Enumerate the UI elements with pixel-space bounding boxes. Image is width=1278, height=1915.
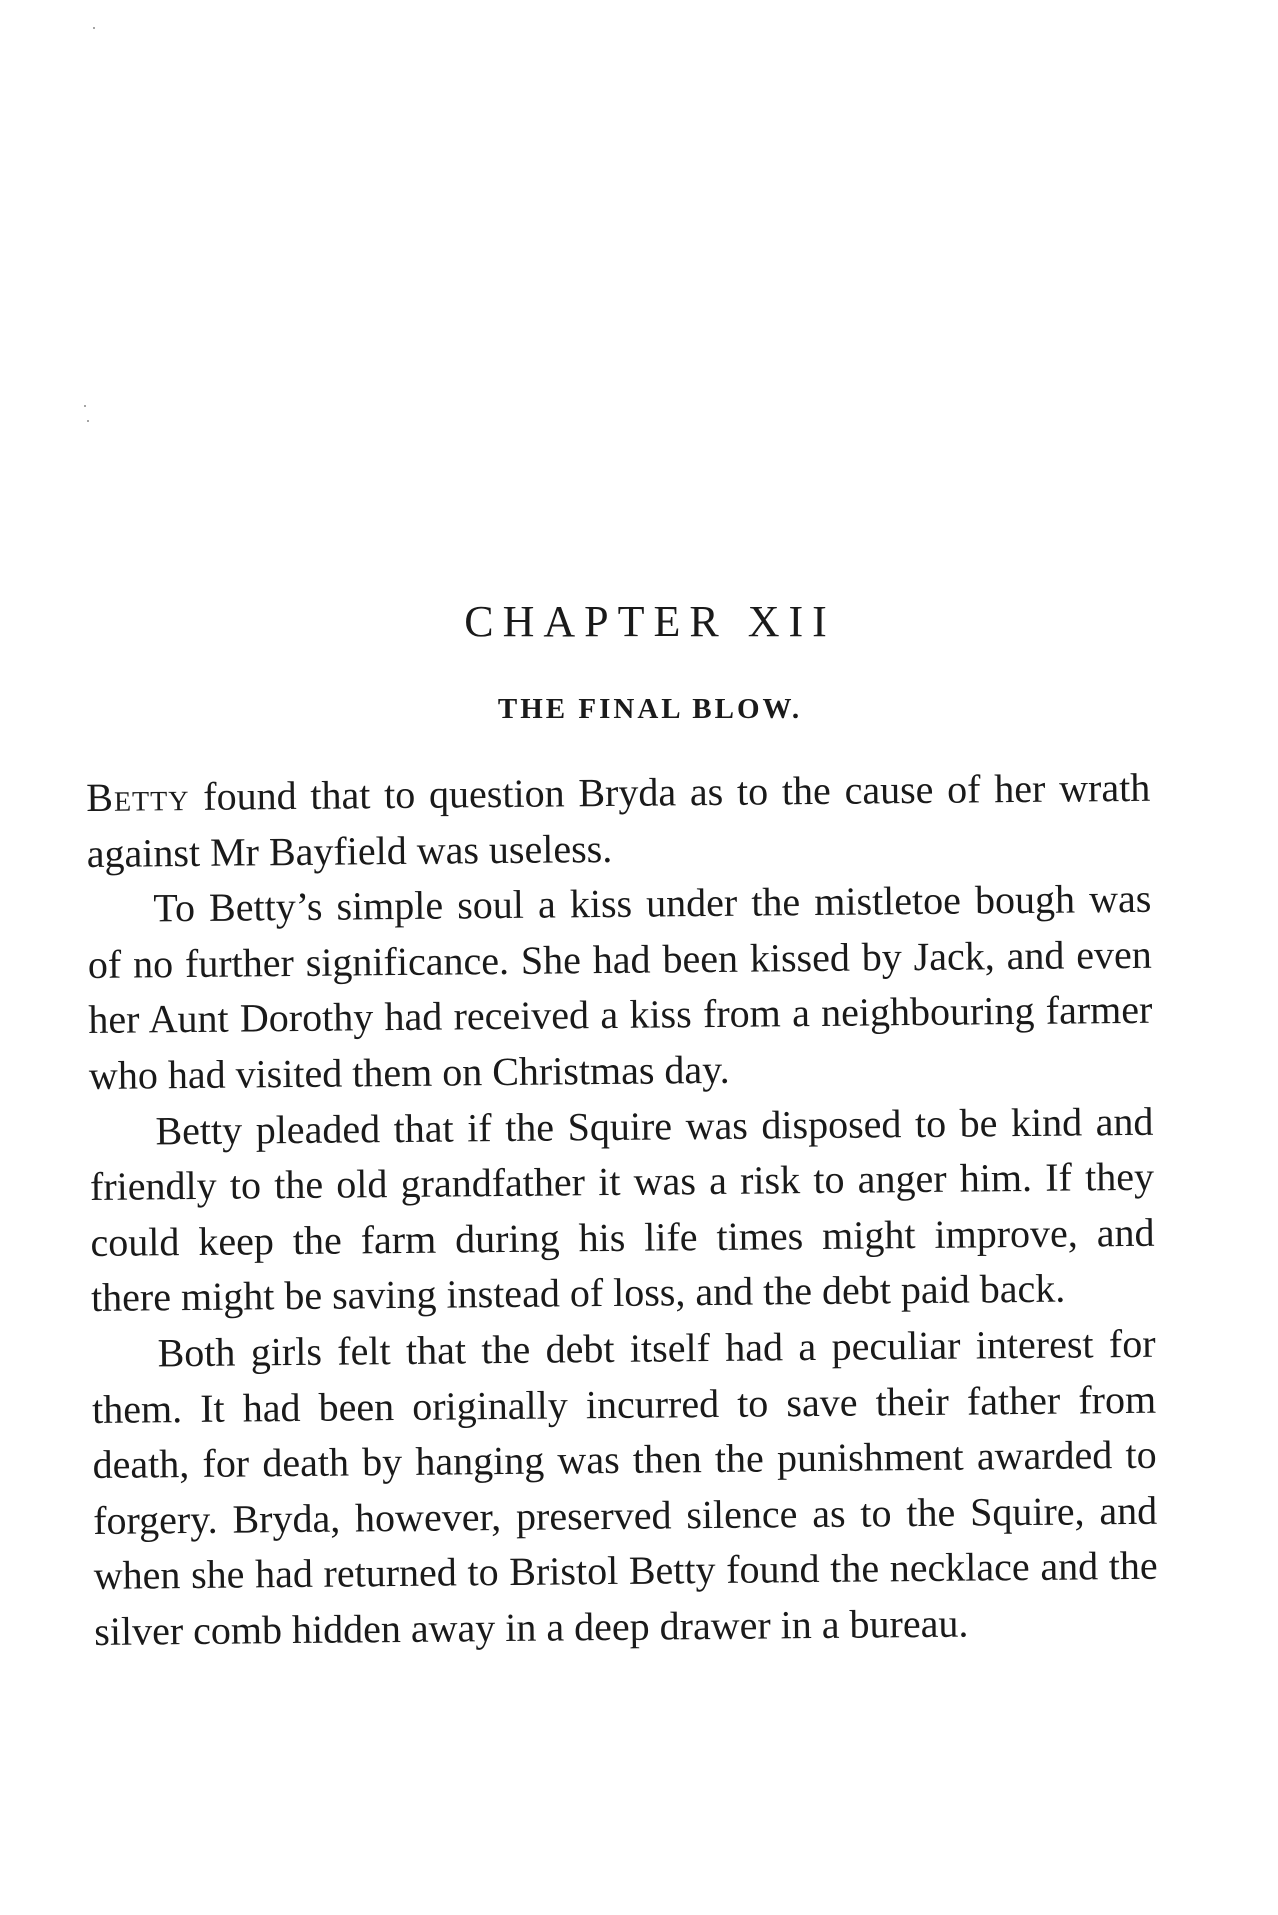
paper-speck <box>87 420 89 422</box>
paragraph-lead-word: Betty <box>86 774 190 820</box>
paragraph-1 <box>86 760 1151 881</box>
paper-speck <box>93 27 95 29</box>
chapter-title: THE FINAL BLOW. <box>497 693 803 725</box>
paper-speck <box>84 405 86 407</box>
paragraph-4: Both girls felt that the debt itself had a peculiar interest for them. It had been originally incurred to save their father from death, for death by hanging was then the punishment awarded to forgery. Bryda, however, preserved silence as to the Squire, and when she had returned to Bristol Betty found the necklace and the silver comb hidden away in a deep drawer in a bureau. <box>91 1320 1158 1654</box>
paragraph-3: Betty pleaded that if the Squire was disposed to be kind and friendly to the old grandfather it was a risk to anger him. If they could keep the farm during his life times might improve, and there might be saving instead of loss, and the debt paid back. <box>89 1098 1155 1321</box>
paragraph-2: To Betty’s simple soul a kiss under the mistletoe bough was of no further significance. She had been kissed by Jack, and even her Aunt Dorothy had received a kiss from a neighbouring farmer who had visited them on Christmas day. <box>87 875 1153 1098</box>
chapter-heading: CHAPTER XII <box>464 597 836 646</box>
paragraph-1-text: found that to question Bryda as to the cause of her wrath against Mr Bayfield was useless. <box>86 764 1151 876</box>
chapter-body <box>86 760 1158 1660</box>
